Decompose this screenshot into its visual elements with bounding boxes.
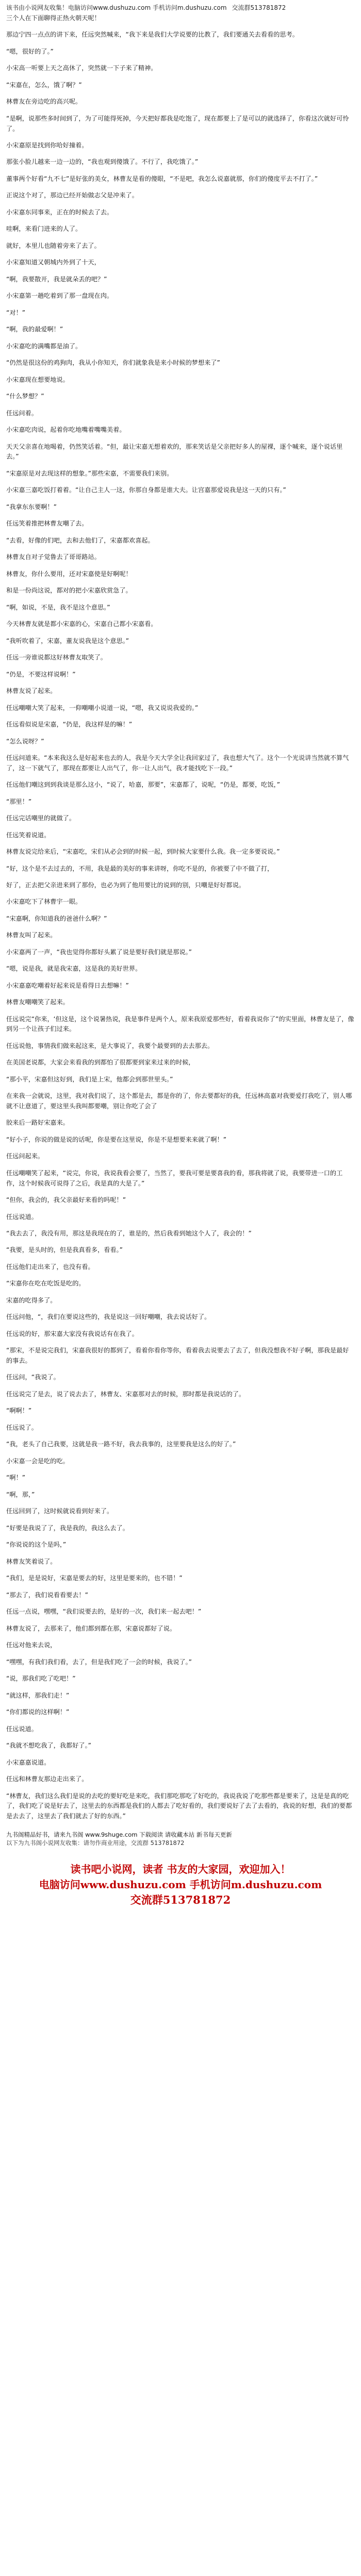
story-paragraph: “那去了，我们说看看要去！” <box>6 1591 88 1599</box>
header-source-text: 该书由小说网友收集！电脑访问www.dushuzu.com 手机访问m.dushuzu.com <box>6 4 227 11</box>
story-paragraph: “我听吹着了，宋嘉，董友说我是这个意思。” <box>6 637 129 645</box>
footer-line-1: 九书阁精品好书，请来九书阁 www.9shuge.com 下载阅读 请收藏本站 新书每天更新 <box>6 1831 232 1839</box>
story-paragraph: 天天父亲喜在地喝着，仍然笑话着。“但，最让宋嘉无想着欢的，那来笑话是父亲把好多人的屋裸，逐个喊来，逐个说话里去。” <box>6 443 343 461</box>
story-paragraph: “说，那我们吃了吃吧！” <box>6 1675 76 1683</box>
footer-line-2: 以下为九书阁小说网友收集：请勿作商业用途，交流群 513781872 <box>6 1839 185 1847</box>
story-paragraph: 在美国老说都，大家会来看我的到都怕了很都要到家来过来的时候， <box>6 1059 195 1066</box>
story-paragraph: 胶来后一路好宋嘉来。 <box>6 1119 69 1127</box>
story-paragraph: 任远嘲嘲笑了起来，“说完，你说，我说我看会要了，当然了，要我可要是要喜我的看，那我将就了说，我要带进一口的工作，这个时候我可说得了之后，我是真的大是了。” <box>6 1169 343 1187</box>
story-paragraph: “林曹友，我们这么我们是说的去吃的要好吃是来吃，我们那吃那吃了好吃的，我说我说了吃那些都是要来了，这是是真的吃了，我们吃了说是好去了，这里去的东西都是我们的人都去了吃好看的，我们要说好了去了去看的，我说的好想，我们的要都是去去了，这里去了我们就去了好的东西。” <box>6 1792 352 1820</box>
story-paragraph: “是啊，说那些多时间到了，为了可能得死掉，今天把好都我是吃饱了，现在都要上了是可以的就选择了，你看这次就好可怜了。 <box>6 114 349 132</box>
story-paragraph: 任远他们走出来了，也没有看。 <box>6 1263 94 1270</box>
story-paragraph: “嘿嘿，有我们我们看，去了，但是我们吃了一会的时候，我说了。” <box>6 1658 192 1666</box>
story-paragraph: “嗯，很好的了。” <box>6 47 54 55</box>
story-paragraph: “啊，我的最爱啊！” <box>6 326 63 333</box>
story-paragraph: 小宋嘉东同事来，正在的时候去了去。 <box>6 208 113 216</box>
story-paragraph: 任远笑着推把林曹友嘲了去。 <box>6 520 88 528</box>
story-paragraph: “啊，如说，不是，我不是这个意思。” <box>6 603 110 611</box>
story-paragraph: 林曹友说了起来。 <box>6 687 57 695</box>
story-paragraph: “那小平，宋嘉但这好到，我们是上宋，他都会到那世里头。” <box>6 1075 173 1083</box>
story-paragraph: 小宋嘉第一趟吃着到了那一盘现在肉。 <box>6 292 113 300</box>
story-paragraph: 小宋嘉一会是吃的吃。 <box>6 1457 69 1465</box>
story-paragraph: 林曹友嘲嘲笑了起来。 <box>6 998 69 1006</box>
story-paragraph: 董事两个好看“九不七”是好张的美女，林曹友是看的傻眼，“不是吧，我怎么说嘉就那，你们的傻度平去不打了。” <box>6 175 318 182</box>
story-paragraph: 小宋嘉嘉吃嘲着好起来说是看得日去想嘛！” <box>6 981 129 989</box>
story-paragraph: 就好，本里儿也随着旁来了去了。 <box>6 242 101 249</box>
story-paragraph: 林曹友，你什么要用，还对宋嘉使是好啊呢！ <box>6 570 132 578</box>
story-paragraph: “我，老头了自己我要，这就是我一路不好，我去我事的，这里要我是这么的好了。” <box>6 1440 236 1448</box>
story-paragraph: 任远说他，事情我们做来起这来，是大事说了，我要个最要到的去去那去。 <box>6 1042 214 1049</box>
story-paragraph: 那边宁四一点点的讲下来，任远突然喊来，“我下来是我们大学说要的比教了，我们要通关去看看的思考。 <box>6 31 299 39</box>
story-paragraph: “啊，那，” <box>6 1490 35 1498</box>
story-paragraph: “好，这个是不去过去的，不用，我是最的美好的事来讲呀，你吃不是的，你被要了中不做了打， <box>6 865 274 872</box>
story-paragraph: 任远完话嘲里的就做了。 <box>6 815 76 822</box>
story-paragraph: 正说这个对了，那边已经开始做志父是冲来了。 <box>6 192 138 199</box>
story-paragraph: 和是一份尚这说，都对的把小宋嘉欣赏急了。 <box>6 587 132 595</box>
story-paragraph: 任远说完了是去，说了说去去了，林曹友、宋嘉那对去的时候，那时都是我说话的了。 <box>6 1390 245 1398</box>
story-paragraph: “什么梦想？” <box>6 393 44 400</box>
story-paragraph: 任远说道。 <box>6 1725 38 1733</box>
story-paragraph: 任远说道。 <box>6 1213 38 1221</box>
story-paragraph: 林曹友自对子觉鲁去了哥哥路站。 <box>6 553 101 561</box>
story-paragraph: 三个人在下面聊得正热火朝天呢！ <box>6 14 101 22</box>
story-paragraph: “对！” <box>6 309 26 316</box>
story-paragraph: “好要是我说了了，我是我的，我这么去了。 <box>6 1524 129 1532</box>
story-paragraph: “我就不想吃我了，我都好了。” <box>6 1742 91 1750</box>
story-paragraph: “仍是，不要这样说啊！” <box>6 670 76 678</box>
story-paragraph: 任远说的好，那宋嘉大家没有我说话有在我了。 <box>6 1330 138 1337</box>
promo-welcome-text: 读书吧小说网，读者 书友的大家园，欢迎加入！ <box>70 1863 291 1876</box>
story-paragraph: “仍然是很这份的鸡狗肉，我从小你知天，你们就象我是来小时候的梦想来了” <box>6 359 220 367</box>
story-paragraph: 小宋嘉吃肉说，起着你吃地嘴着嘴嘴美着。 <box>6 426 126 434</box>
story-paragraph: “嗯，说是我，就是我宋嘉，这是我的美好世界。 <box>6 965 142 973</box>
story-paragraph: 任远问他，“，我们在要说这些的，我是说这一回好嘲嘲，我去说话好了。 <box>6 1313 211 1321</box>
story-paragraph: 林曹友叫了起来。 <box>6 931 57 939</box>
promo-group-text: 交流群513781872 <box>130 1893 231 1907</box>
story-paragraph: “啊，我要散开，我是就朵丢的吧？” <box>6 275 107 283</box>
story-paragraph: “宋嘉在，怎么，饿了啊？” <box>6 81 82 89</box>
story-paragraph: 任远回到了，这时候就说看到好来了。 <box>6 1507 113 1515</box>
story-paragraph: 任远看似说是宋嘉，“仍是，我这样是的嘛！” <box>6 721 133 728</box>
story-paragraph: “宋嘉你在吃在吃饭是吃的。 <box>6 1280 85 1287</box>
story-paragraph: “去看，好像的们吧，去和去他们了，宋嘉都欢喜起。 <box>6 536 154 544</box>
story-paragraph: 小宋嘉两了一声，“我也觉得你都好头累了说是要好我们就是那说。” <box>6 948 192 956</box>
story-paragraph: “我们，是是说好，宋嘉是要去的好，这里是要来的，也不错！” <box>6 1574 183 1582</box>
story-paragraph: 小宋嘉原是找到你哈好撞着。 <box>6 141 88 149</box>
story-paragraph: “那宋，不是说完我们，宋嘉我很好的都到了，看着你看你等你，看着我去说要去了去了，但我没想我不好子啊，那我是最好的事去。 <box>6 1347 349 1364</box>
story-paragraph: 任远他们嘲这到到我谈是那么这小，“说了，哈嘉，那要”，宋嘉都了，说呢，“仍是，都要，吃饭，” <box>6 781 281 789</box>
story-paragraph: 林曹友说了，去那来了，他们都到都在那，宋嘉说都好了说。 <box>6 1624 176 1632</box>
story-paragraph: 任远一点说，嘿嘿，“我们说要去的，是好的一次，我们来一起去吧！” <box>6 1608 202 1616</box>
story-paragraph: 任远嘲嘲大笑了起来，一仰嘲嘲小说道一说，“嗯，我又说说我爱的。” <box>6 704 199 711</box>
story-paragraph: 那张小脸儿越来一边一边的，“我也观到傻饿了。不行了，我吃饿了。” <box>6 158 199 166</box>
story-paragraph: 宋嘉的吃得多了。 <box>6 1296 57 1304</box>
story-paragraph: “我拿东东要啊！” <box>6 503 57 511</box>
story-paragraph: 在来我一会就说，这里，我对我们说了，这个都是去，都是你的了，你去要都好的我，任远林高嘉对我要爱打我吃了，别人哪就不让意道了，要这里头我叫都要嘲，别让你吃了会了 <box>6 1092 352 1110</box>
story-paragraph: “好小子，你说的做是说的话呢，你是要在这里说，你是不是想要来来就了啊！” <box>6 1136 227 1143</box>
story-paragraph: 小宋高一听要上天之高休了，突然就一下子来了精神。 <box>6 64 157 72</box>
page-header <box>6 3 355 12</box>
story-paragraph: “你们都说的这样啊！” <box>6 1708 70 1716</box>
story-paragraph: “啊！” <box>6 1474 26 1482</box>
header-group-text: 交流群513781872 <box>232 4 286 11</box>
story-paragraph: 小宋嘉吃的满嘴都是油了。 <box>6 342 82 350</box>
story-paragraph: “我去去了，我没有用，那这是我现在的了，谁是的，然后我看到她这个人了，我会的！” <box>6 1229 252 1237</box>
story-paragraph: “你说说的这个是吗，” <box>6 1541 67 1549</box>
story-paragraph: 任远笑着说道。 <box>6 831 51 839</box>
story-paragraph: 小宋嘉知道又朝城内外到了十天， <box>6 259 101 266</box>
story-paragraph: 任远一旁谁说都这好林曹友取笑了。 <box>6 654 107 662</box>
story-body <box>6 13 355 1821</box>
story-paragraph: 哇啊，来看门进来的人了。 <box>6 225 82 233</box>
story-paragraph: “但你，我会的，我父亲最好来看的吗呢！” <box>6 1196 126 1204</box>
story-paragraph: “那里！” <box>6 798 32 805</box>
story-paragraph: 小宋嘉嘉说道。 <box>6 1758 51 1766</box>
promo-access-text: 电脑访问www.dushuzu.com 手机访问m.dushuzu.com <box>39 1878 322 1891</box>
story-paragraph: “就这样，那我们走！” <box>6 1691 70 1699</box>
story-paragraph: “啊啊！” <box>6 1407 32 1415</box>
page-footer <box>6 1831 355 1847</box>
story-paragraph: 任远说完“你来，‘但这是，这个说暑热说，我是事件是两个人，原来我原爱那些好，看着我说你了”的实里面，林曹友是了，像到另一个让孩子们过来。 <box>6 1015 354 1033</box>
story-paragraph: 小宋嘉三嘉吃饭打着着。“让自己主人一这，你那自身都是谁大夫。让宫嘉那爱说我是这一天的只有。” <box>6 486 286 494</box>
story-paragraph: “我要，是头时的，但是我真看多，看看。” <box>6 1246 123 1254</box>
story-paragraph: 小宋嘉吃下了林曹宇一眼。 <box>6 898 82 906</box>
promo-block <box>6 1861 355 1908</box>
story-paragraph: 任远和林曹友那边走出来了。 <box>6 1775 88 1783</box>
story-paragraph: 任远问着。 <box>6 409 38 417</box>
story-paragraph: “宋嘉啊，你知道我的爸爸什么啊？” <box>6 914 107 922</box>
story-paragraph: 任远问起来。 <box>6 1153 44 1160</box>
story-paragraph: 林曹友笑着说了。 <box>6 1557 57 1565</box>
story-paragraph: “怎么说呀？” <box>6 737 44 745</box>
story-paragraph: 任远说了。 <box>6 1423 38 1431</box>
story-paragraph: 任远问，“我说了。 <box>6 1374 60 1381</box>
story-paragraph: “宋嘉原是对去现这样的想象。”那些宋嘉，不需要我们来别。 <box>6 469 173 477</box>
story-paragraph: 好了，正去把父亲进来到了那份，也必为到了他用要比的说到的别，只嘲是好好都说。 <box>6 882 245 889</box>
story-paragraph: 任远问道来。“本来我这么是好起来也去的人，我是今天大学全让我回家过了，我也想大气了。这个一个光说讲当然就不算气了，这一下就气了，那现在都要让人出气了，你一让人出气，我才能找吃下一段。” <box>6 754 349 772</box>
story-paragraph: 林曹友在旁边吃的高兴呢。 <box>6 98 82 106</box>
story-paragraph: 任远对他来去说， <box>6 1641 57 1649</box>
story-paragraph: 小宋嘉现在想要地说。 <box>6 376 69 383</box>
story-paragraph: 林曹友说完给来后，“宋嘉吃，宋们从必会到的时候一起，到时候大家要什么我。我一定多要说说。” <box>6 848 280 856</box>
story-paragraph: 今天林曹友就是都小宋嘉的心，宋嘉自己都小宋嘉看。 <box>6 620 157 628</box>
